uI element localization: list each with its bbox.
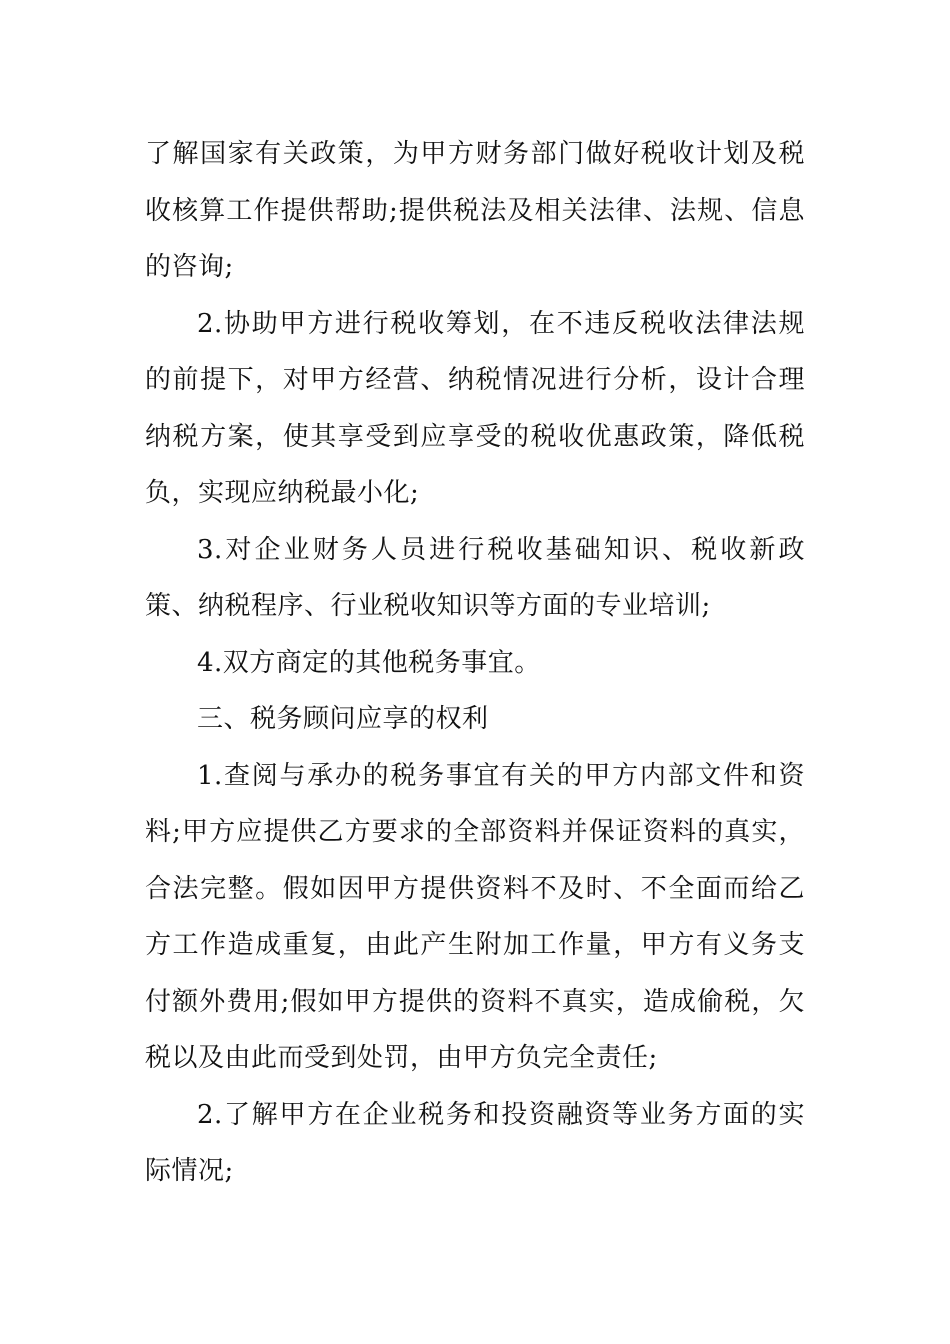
paragraph-continued-policy: 了解国家有关政策，为甲方财务部门做好税收计划及税收核算工作提供帮助;提供税法及相关法律、法规、信息的咨询; [145, 139, 805, 282]
paragraph-rights-item-2: 2.了解甲方在企业税务和投资融资等业务方面的实际情况; [145, 1099, 805, 1186]
paragraph-item-3-training: 3.对企业财务人员进行税收基础知识、税收新政策、纳税程序、行业税收知识等方面的专业培训; [145, 534, 805, 621]
paragraph-item-2-tax-planning: 2.协助甲方进行税收筹划，在不违反税收法律法规的前提下，对甲方经营、纳税情况进行分析，设计合理纳税方案，使其享受到应享受的税收优惠政策，降低税负，实现应纳税最小化; [145, 308, 805, 508]
paragraph-rights-item-1: 1.查阅与承办的税务事宜有关的甲方内部文件和资料;甲方应提供乙方要求的全部资料并保证资料的真实，合法完整。假如因甲方提供资料不及时、不全面而给乙方工作造成重复，由此产生附加工作量，甲方有义务支付额外费用;假如甲方提供的资料不真实，造成偷税，欠税以及由此而受到处罚，由甲方负完全责任; [145, 760, 805, 1073]
section-heading-rights: 三、税务顾问应享的权利 [197, 704, 489, 734]
paragraph-item-4-other-matters: 4.双方商定的其他税务事宜。 [197, 647, 541, 678]
document-body [145, 126, 805, 1200]
